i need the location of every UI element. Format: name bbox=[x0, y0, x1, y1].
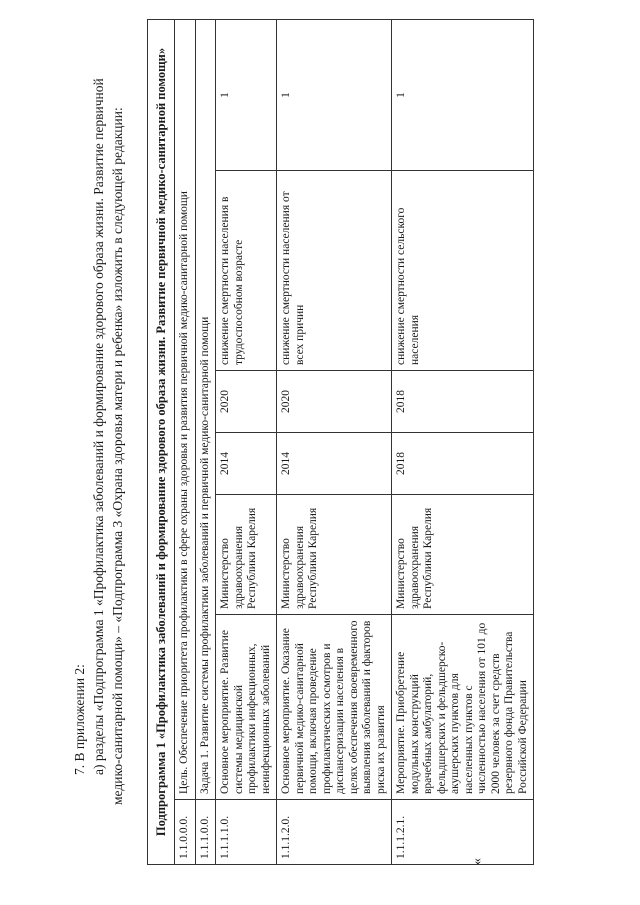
table-row bbox=[392, 19, 534, 864]
intro-text bbox=[70, 45, 127, 805]
row-end-year: 2020 bbox=[216, 371, 277, 433]
task-code: 1.1.1.0.0. bbox=[195, 800, 216, 865]
row-executor: Министерство здравоохранения Республики Карелия bbox=[216, 495, 277, 615]
intro-line-2: а) разделы «Подпрограмма 1 «Профилактика заболеваний и формирование здорового образа жизни. Развитие первичной bbox=[91, 78, 106, 775]
row-measure: Основное мероприятие. Развитие системы медицинской профилактики инфекционных, неинфекционных заболеваний bbox=[216, 615, 277, 800]
task-row bbox=[195, 19, 216, 864]
intro-line-3: медико-санитарной помощи» – «Подпрограмма 3 «Охрана здоровья матери и ребенка» изложить в следующей редакции: bbox=[110, 107, 125, 805]
row-result: снижение смертности сельского населения bbox=[392, 171, 534, 371]
task-text: Задача 1. Развитие системы профилактики заболеваний и первичной медико-санитарной помощи bbox=[195, 19, 216, 799]
goal-code: 1.1.0.0.0. bbox=[175, 800, 196, 865]
table-header-row bbox=[148, 19, 175, 864]
goal-row bbox=[175, 19, 196, 864]
row-indicator-number: 1 bbox=[216, 19, 277, 170]
row-indicator-number: 1 bbox=[392, 19, 534, 170]
opening-quote: « bbox=[470, 858, 485, 865]
row-executor: Министерство здравоохранения Республики Карелия bbox=[392, 495, 534, 615]
intro-line-1: 7. В приложении 2: bbox=[72, 664, 87, 775]
row-indicator-number: 1 bbox=[277, 19, 392, 170]
row-measure: Мероприятие. Приобретение модульных конструкций врачебных амбулаторий, фельдшерских и фельдшерско-акушерских пунктов для населенных пунктов с численностью населения от 101 до 2000 человек за счет средств резервного фонда Правительства Российской Федерации bbox=[392, 615, 534, 800]
row-result: снижение смертности населения в трудоспособном возрасте bbox=[216, 171, 277, 371]
row-executor: Министерство здравоохранения Республики Карелия bbox=[277, 495, 392, 615]
row-start-year: 2014 bbox=[216, 433, 277, 495]
row-start-year: 2018 bbox=[392, 433, 534, 495]
row-measure: Основное мероприятие. Оказание первичной медико-санитарной помощи, включая проведение профилактических осмотров и диспансеризации населения в целях обеспечения своевременного выявления заболеваний и факторов риска их развития bbox=[277, 615, 392, 800]
row-start-year: 2014 bbox=[277, 433, 392, 495]
row-end-year: 2020 bbox=[277, 371, 392, 433]
row-end-year: 2018 bbox=[392, 371, 534, 433]
row-code: 1.1.1.1.0. bbox=[216, 800, 277, 865]
table-row bbox=[277, 19, 392, 864]
row-result: снижение смертности населения от всех причин bbox=[277, 171, 392, 371]
subprogram-title: Подпрограмма 1 «Профилактика заболеваний и формирование здорового образа жизни. Развитие первичной медико-санитарной помощи» bbox=[148, 19, 175, 864]
row-code: 1.1.1.2.1. bbox=[392, 800, 534, 865]
goal-text: Цель. Обеспечение приоритета профилактики в сфере охраны здоровья и развития первичной медико-санитарной помощи bbox=[175, 19, 196, 799]
row-code: 1.1.1.2.0. bbox=[277, 800, 392, 865]
program-table bbox=[147, 19, 534, 865]
table-row bbox=[216, 19, 277, 864]
